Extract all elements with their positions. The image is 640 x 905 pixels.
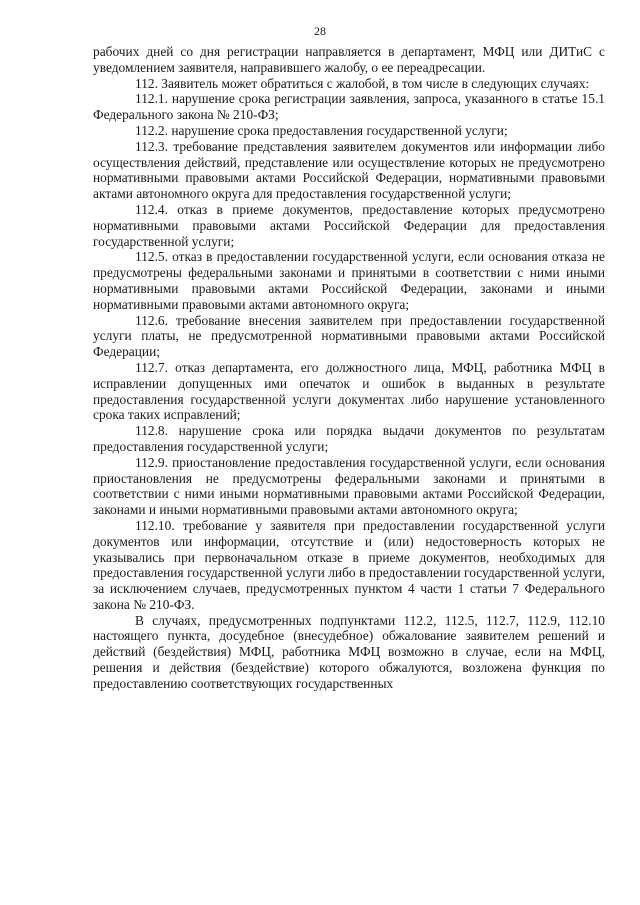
paragraph-112-3: 112.3. требование представления заявителем документов или информации либо осуществления действий, представление или осуществление которых не предусмотрено нормативными правовыми актами Российской Федерации, нормативными правовыми актами автономного округа для предоставления государственной услуги; — [93, 138, 605, 202]
page-number: 28 — [314, 24, 326, 38]
paragraph-112-1: 112.1. нарушение срока регистрации заявления, запроса, указанного в статье 15.1 Федерального закона № 210-ФЗ; — [93, 91, 605, 123]
paragraph-112-10: 112.10. требование у заявителя при предоставлении государственной услуги документов или информации, отсутствие и (или) недостоверность которых не указывались при первоначальном отказе в приеме документов, необходимых для предоставления государственной услуги либо в предоставлении государственной услуги, за исключением случаев, предусмотренных пунктом 4 части 1 статьи 7 Федерального закона № 210-ФЗ. — [93, 517, 605, 612]
paragraph-112-5: 112.5. отказ в предоставлении государственной услуги, если основания отказа не предусмотрены федеральными законами и принятыми в соответствии с ними иными нормативными правовыми актами Российской Федерации, законами и иными нормативными правовыми актами автономного округа; — [93, 249, 605, 312]
paragraph-112-8: 112.8. нарушение срока или порядка выдачи документов по результатам предоставления государственной услуги; — [93, 423, 605, 454]
document-body — [93, 44, 605, 692]
paragraph-112: 112. Заявитель может обратиться с жалобой, в том числе в следующих случаях: — [135, 75, 590, 91]
paragraph-112-2: 112.2. нарушение срока предоставления государственной услуги; — [135, 122, 508, 138]
paragraph-112-7: 112.7. отказ департамента, его должностного лица, МФЦ, работника МФЦ в исправлении допущенных ими опечаток и ошибок в выданных в результате предоставления государственной услуги документах либо нарушение установленного срока таких исправлений; — [93, 359, 605, 423]
paragraph-112-9: 112.9. приостановление предоставления государственной услуги, если основания приостановления не предусмотрены федеральными законами и принятыми в соответствии с ними иными нормативными правовыми актами Российской Федерации, законами и иными нормативными правовыми актами автономного округа; — [93, 454, 605, 518]
paragraph-continuation: рабочих дней со дня регистрации направляется в департамент, МФЦ или ДИТиС с уведомлением заявителя, направившего жалобу, о ее переадресации. — [93, 44, 605, 75]
paragraph-112-4: 112.4. отказ в приеме документов, предоставление которых предусмотрено нормативными правовыми актами Российской Федерации для предоставления государственной услуги; — [93, 201, 605, 249]
paragraph-112-6: 112.6. требование внесения заявителем при предоставлении государственной услуги платы, не предусмотренной нормативными правовыми актами Российской Федерации; — [93, 312, 605, 360]
paragraph-mfc-appeal: В случаях, предусмотренных подпунктами 112.2, 112.5, 112.7, 112.9, 112.10 настоящего пункта, досудебное (внесудебное) обжалование заявителем решений и действий (бездействия) МФЦ, работника МФЦ возможно в случае, если на МФЦ, решения и действия (бездействие) которого обжалуются, возложена функция по предоставлению соответствующих государственных — [93, 612, 605, 691]
